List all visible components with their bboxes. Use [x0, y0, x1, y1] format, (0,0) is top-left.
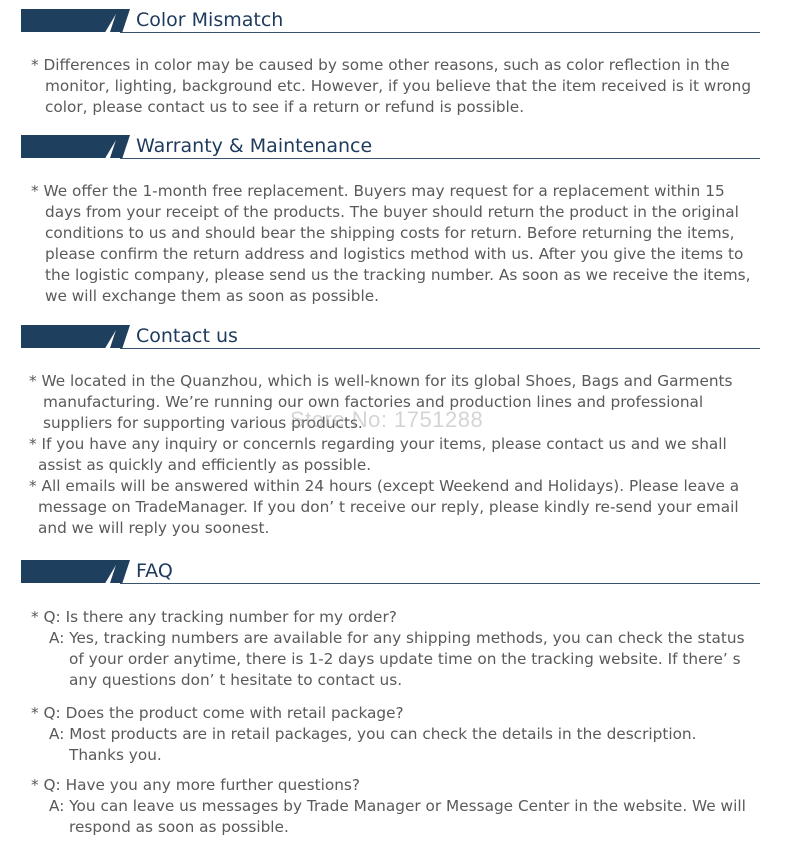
contact-text [29, 371, 739, 539]
header-rule [120, 348, 760, 349]
text-line: monitor, lighting, background etc. However, if you believe that the item received is it wrong [45, 77, 752, 95]
section-contact [0, 325, 790, 351]
section-title: Warranty & Maintenance [136, 135, 373, 157]
faq-answer-cont: any questions don’ t hesitate to contact us. [69, 671, 403, 689]
text-line: days from your receipt of the products. The buyer should return the product in the original [45, 203, 739, 221]
text-line: * We located in the Quanzhou, which is well-known for its global Shoes, Bags and Garments [29, 372, 733, 390]
section-faq [0, 560, 790, 586]
text-line: we will exchange them as soon as possible. [45, 287, 380, 305]
text-line: and we will reply you soonest. [38, 519, 270, 537]
text-line: message on TradeManager. If you don’ t receive our reply, please kindly re-send your email [38, 498, 739, 516]
section-header [0, 325, 790, 351]
faq-item [23, 775, 746, 838]
text-line: please confirm the return address and logistics method with us. After you give the items to [45, 245, 744, 263]
text-line: the logistic company, please send us the tracking number. As soon as we receive the items, [45, 266, 751, 284]
section-warranty [0, 135, 790, 161]
warranty-text [31, 181, 751, 307]
faq-question: * Q: Does the product come with retail package? [31, 704, 404, 722]
header-rule [120, 158, 760, 159]
faq-item [23, 607, 745, 691]
faq-answer-cont: of your order anytime, there is 1-2 days update time on the tracking website. If there’ s [69, 650, 741, 668]
faq-answer: A: Most products are in retail packages, you can check the details in the description. [49, 725, 697, 743]
section-header [0, 135, 790, 161]
banner-stripe [21, 9, 119, 32]
section-header [0, 9, 790, 35]
text-line: suppliers for supporting various products. [43, 414, 363, 432]
faq-answer: A: Yes, tracking numbers are available for any shipping methods, you can check the status [49, 629, 745, 647]
store-watermark: Store No: 1751288 [290, 407, 484, 432]
faq-answer-cont: Thanks you. [69, 746, 162, 764]
text-line: color, please contact us to see if a return or refund is possible. [45, 98, 525, 116]
banner-stripe [21, 135, 119, 158]
faq-item [23, 703, 696, 766]
section-title: Contact us [136, 325, 238, 347]
text-line: assist as quickly and efficiently as possible. [38, 456, 372, 474]
section-header [0, 560, 790, 586]
text-line: * We offer the 1-month free replacement. Buyers may request for a replacement within 15 [31, 182, 725, 200]
text-line: * Differences in color may be caused by some other reasons, such as color reflection in the [31, 56, 730, 74]
banner-stripe [21, 325, 119, 348]
faq-question: * Q: Have you any more further questions? [31, 776, 361, 794]
section-title: FAQ [136, 560, 173, 582]
text-line: * All emails will be answered within 24 hours (except Weekend and Holidays). Please leave a [29, 477, 740, 495]
header-rule [120, 32, 760, 33]
text-line: * If you have any inquiry or concernls regarding your items, please contact us and we shall [29, 435, 727, 453]
section-title: Color Mismatch [136, 9, 284, 31]
text-line: manufacturing. We’re running our own factories and production lines and professional [43, 393, 704, 411]
text-line: conditions to us and should bear the shipping costs for return. Before returning the items, [45, 224, 735, 242]
faq-answer-cont: respond as soon as possible. [69, 818, 289, 836]
header-rule [120, 583, 760, 584]
faq-question: * Q: Is there any tracking number for my order? [31, 608, 397, 626]
color-mismatch-text [31, 55, 751, 118]
banner-stripe [21, 560, 119, 583]
section-color-mismatch [0, 9, 790, 35]
faq-answer: A: You can leave us messages by Trade Manager or Message Center in the website. We will [49, 797, 746, 815]
